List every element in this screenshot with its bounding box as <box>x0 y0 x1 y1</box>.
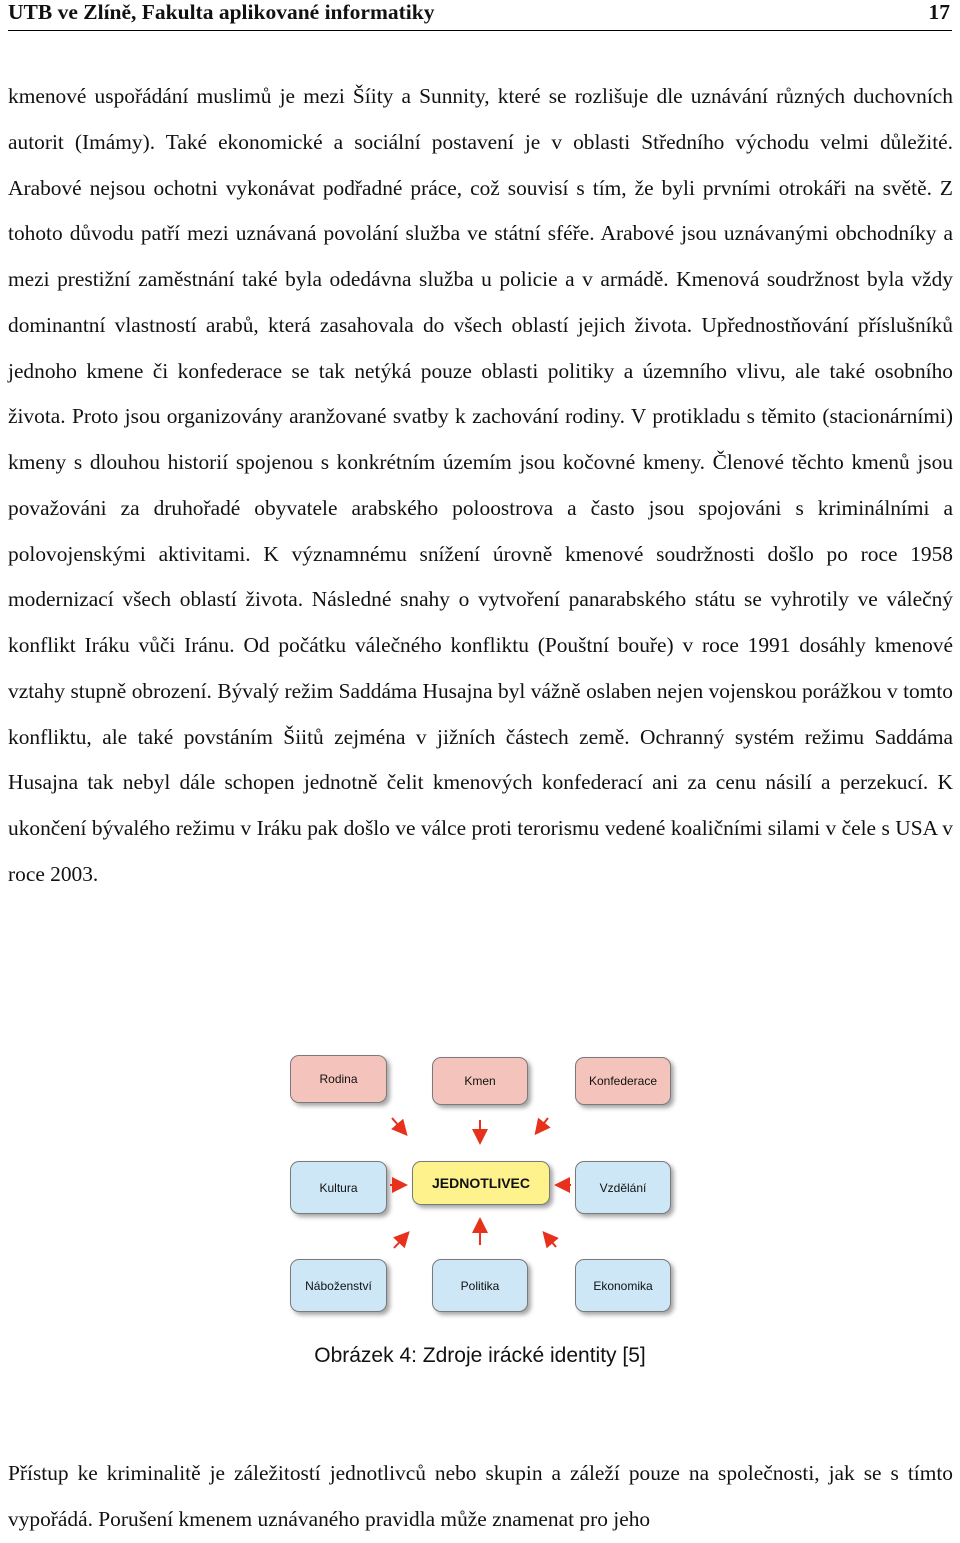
arrow-rodina <box>392 1118 405 1133</box>
box-konfederace: Konfederace <box>575 1057 671 1105</box>
body-paragraph: Přístup ke kriminalitě je záležitostí jednotlivců nebo skupin a záleží pouze na společnosti, jak se s tímto vypořádá. Porušení kmenem uznávaného pravidla může znamenat pro jeho <box>8 1461 953 1531</box>
page-number: 17 <box>928 0 950 24</box>
page-header <box>8 0 952 31</box>
box-nabozenstvi: Náboženství <box>290 1259 387 1312</box>
diagram-arrows <box>0 1045 960 1325</box>
arrow-nabozenstvi <box>394 1234 407 1248</box>
body-paragraph: kmenové uspořádání muslimů je mezi Šíity a Sunnity, které se rozlišuje dle uznávání různých duchovních autorit (Imámy). Také ekonomické a sociální postavení je v oblasti Středního východu velmi důležité. Arabové nejsou ochotni vykonávat podřadné práce, což souvisí s tím, že byli prvními otrokáři na světě. Z tohoto důvodu patří mezi uznávaná povolání služba ve státní sféře. Arabové jsou uznávanými obchodníky a mezi prestižní zaměstnání také byla odedávna služba u policie a v armádě. Kmenová soudržnost byla vždy dominantní vlastností arabů, která zasahovala do všech oblastí jejich života. Upřednostňování příslušníků jednoho kmene či konfederace se tak netýká pouze oblasti politiky a územního vlivu, ale také osobního života. Proto jsou organizovány aranžované svatby k zachování rodiny. V protikladu s těmito (stacionárními) kmeny s dlouhou historií spojenou s konkrétním územím jsou kočovné kmeny. Členové těchto kmenů jsou považováni za druhořadé obyvatele arabského poloostrova a často jsou spojováni s kriminálními a polovojenskými aktivitami. K významnému snížení úrovně kmenové soudržnosti došlo po roce 1958 modernizací všech oblastí života. Následné snahy o vytvoření panarabského státu se vyhrotily ve válečný konflikt Iráku vůči Iránu. Od počátku válečného konfliktu (Pouštní bouře) v roce 1991 dosáhly kmenové vztahy stupně obrození. Bývalý režim Saddáma Husajna byl vážně oslaben nejen vojenskou porážkou v tomto konfliktu, ale také povstáním Šiitů zejména v jižních částech země. Ochranný systém režimu Saddáma Husajna tak nebyl dále schopen jednotně čelit kmenových konfederací ani za cenu násilí a perzekucí. K ukončení bývalého režimu v Iráku pak došlo ve válce proti terorismu vedené koaličními silami v čele s USA v roce 2003. <box>8 84 953 886</box>
figure-caption: Obrázek 4: Zdroje irácké identity [5] <box>314 1344 646 1367</box>
box-vzdelani: Vzdělání <box>575 1161 671 1214</box>
identity-diagram <box>0 1045 960 1325</box>
box-jednotlivec: JEDNOTLIVEC <box>412 1161 550 1205</box>
box-rodina: Rodina <box>290 1055 387 1103</box>
box-politika: Politika <box>432 1259 528 1312</box>
arrow-konfederace <box>537 1118 548 1132</box>
box-kmen: Kmen <box>432 1057 528 1105</box>
box-ekonomika: Ekonomika <box>575 1259 671 1312</box>
box-kultura: Kultura <box>290 1161 387 1214</box>
arrow-ekonomika <box>545 1234 556 1247</box>
header-title: UTB ve Zlíně, Fakulta aplikované informatiky <box>8 0 435 24</box>
